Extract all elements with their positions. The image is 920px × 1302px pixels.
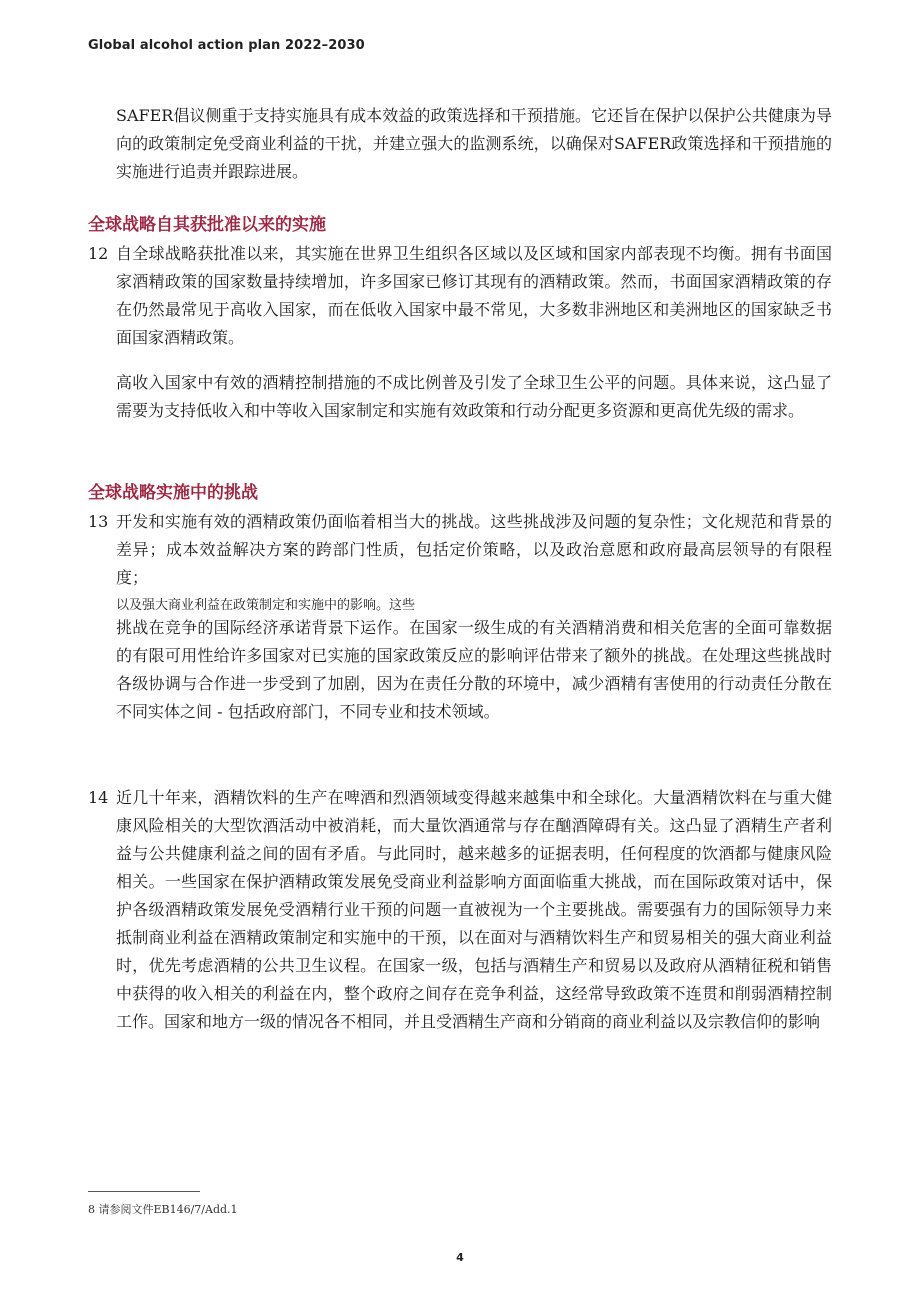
section-heading-implementation: 全球战略自其获批准以来的实施 [88, 215, 326, 235]
paragraph-13-small-line: 以及强大商业利益在政策制定和实施中的影响。这些 [116, 598, 416, 613]
paragraph-12: 自全球战略获批准以来，其实施在世界卫生组织各区域以及区域和国家内部表现不均衡。拥有书面国家酒精政策的国家数量持续增加，许多国家已修订其现有的酒精政策。然而，书面国家酒精政策的存在仍然最常见于高收入国家，而在低收入国家中最不常见，大多数非洲地区和美洲地区的国家缺乏书面国家酒精政策。 [116, 244, 832, 347]
paragraph-14: 近几十年来，酒精饮料的生产在啤酒和烈酒领域变得越来越集中和全球化。大量酒精饮料在与重大健康风险相关的大型饮酒活动中被消耗，而大量饮酒通常与存在酗酒障碍有关。这凸显了酒精生产者利益与公共健康利益之间的固有矛盾。与此同时，越来越多的证据表明，任何程度的饮酒都与健康风险相关。一些国家在保护酒精政策发展免受商业利益影响方面面临重大挑战，而在国际政策对话中，保护各级酒精政策发展免受酒精行业干预的问题一直被视为一个主要挑战。需要强有力的国际领导力来抵制商业利益在酒精政策制定和实施中的干预，以在面对与酒精饮料生产和贸易相关的强大商业利益时，优先考虑酒精的公共卫生议程。在国家一级，包括与酒精生产和贸易以及政府从酒精征税和销售中获得的收入相关的利益在内，整个政府之间存在竞争利益，这经常导致政策不连贯和削弱酒精控制工作。国家和地方一级的情况各不相同，并且受酒精生产商和分销商的商业利益以及宗教信仰的影响 [116, 788, 832, 1031]
section-heading-challenges: 全球战略实施中的挑战 [88, 483, 258, 503]
paragraph-13: 开发和实施有效的酒精政策仍面临着相当大的挑战。这些挑战涉及问题的复杂性；文化规范和背景的差异；成本效益解决方案的跨部门性质，包括定价策略，以及政治意愿和政府最高层领导的有限程度； [116, 512, 832, 587]
footnote-divider [88, 1191, 200, 1192]
page-number: 4 [456, 1251, 464, 1264]
paragraph-12-continued: 高收入国家中有效的酒精控制措施的不成比例普及引发了全球卫生公平的问题。具体来说，这凸显了需要为支持低收入和中等收入国家制定和实施有效政策和行动分配更多资源和更高优先级的需求。 [116, 373, 832, 420]
intro-paragraph: SAFER倡议侧重于支持实施具有成本效益的政策选择和干预措施。它还旨在保护以保护公共健康为导向的政策制定免受商业利益的干扰，并建立强大的监测系统，以确保对SAFER政策选择和干预措施的实施进行追责并跟踪进展。 [116, 106, 832, 181]
paragraph-number-12: 12 [88, 244, 109, 263]
paragraph-13-continued: 挑战在竞争的国际经济承诺背景下运作。在国家一级生成的有关酒精消费和相关危害的全面可靠数据的有限可用性给许多国家对已实施的国家政策反应的影响评估带来了额外的挑战。在处理这些挑战时各级协调与合作进一步受到了加剧，因为在责任分散的环境中，减少酒精有害使用的行动责任分散在不同实体之间 - 包括政府部门，不同专业和技术领域。 [116, 618, 832, 721]
footnote: 8 请参阅文件EB146/7/Add.1 [88, 1203, 238, 1216]
paragraph-number-13: 13 [88, 512, 109, 531]
paragraph-number-14: 14 [88, 788, 109, 807]
document-running-header: Global alcohol action plan 2022–2030 [88, 38, 365, 53]
